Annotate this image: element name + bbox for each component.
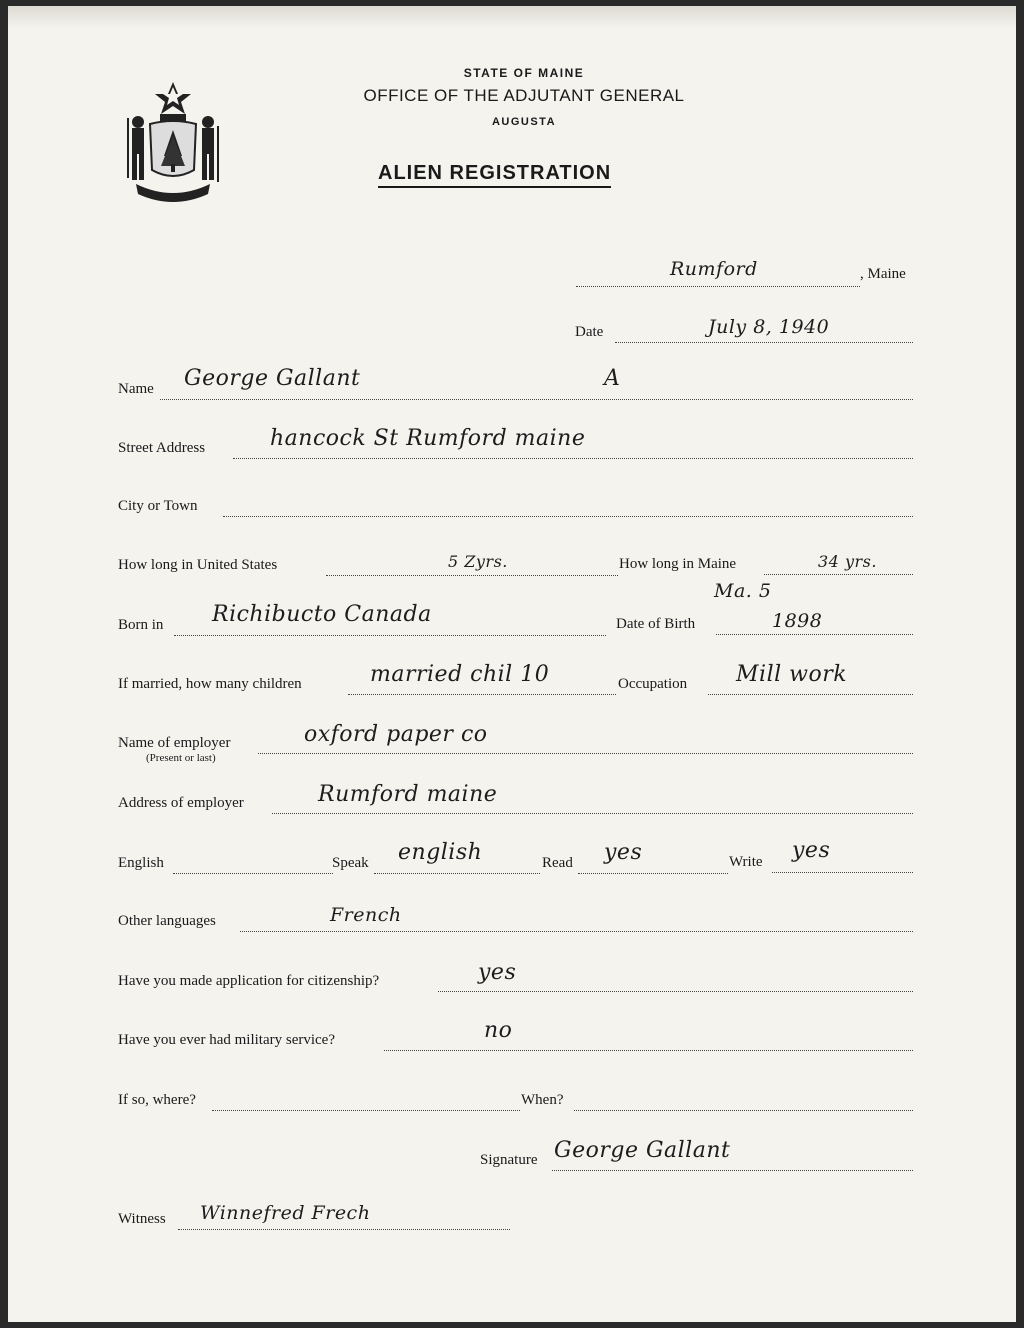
dob-line — [716, 634, 913, 635]
read-label: Read — [542, 855, 573, 871]
employer-entry: oxford paper co — [304, 722, 488, 747]
witness-entry: Winnefred Frech — [200, 1202, 371, 1224]
other-languages-label: Other languages — [118, 913, 216, 929]
place-line — [576, 286, 860, 287]
name-line — [160, 399, 913, 400]
military-entry: no — [484, 1018, 513, 1043]
other-languages-entry: French — [330, 904, 402, 926]
how-long-maine-line — [764, 574, 913, 575]
seal-motto: MAINE — [150, 179, 184, 189]
military-line — [384, 1050, 913, 1051]
occupation-entry: Mill work — [736, 662, 848, 687]
state-heading: STATE OF MAINE — [463, 66, 585, 80]
date-entry: July 8, 1940 — [708, 316, 830, 338]
citizenship-label: Have you made application for citizenship? — [118, 973, 380, 989]
how-long-us-line — [326, 575, 618, 576]
dob-label: Date of Birth — [616, 616, 696, 632]
street-line — [233, 458, 913, 459]
read-line — [578, 873, 728, 874]
occupation-line — [708, 694, 913, 695]
page-edge-shadow — [8, 6, 1016, 28]
office-heading: OFFICE OF THE ADJUTANT GENERAL — [363, 86, 685, 105]
employer-line — [258, 753, 913, 754]
speak-label: Speak — [332, 855, 369, 871]
married-entry: married chil 10 — [370, 662, 550, 687]
born-in-line — [174, 635, 606, 636]
married-line — [348, 694, 616, 695]
name-label: Name — [118, 381, 154, 397]
other-languages-line — [240, 931, 913, 932]
how-long-us-label: How long in United States — [118, 557, 278, 573]
city-label: City or Town — [118, 498, 198, 514]
place-suffix-label: , Maine — [860, 266, 906, 282]
city-line — [223, 516, 913, 517]
how-long-maine-entry: 34 yrs. — [818, 552, 877, 571]
signature-entry: George Gallant — [554, 1138, 731, 1163]
citizenship-line — [438, 991, 913, 992]
employer-sub-label: (Present or last) — [146, 752, 216, 764]
dob-year-entry: 1898 — [772, 610, 823, 632]
date-line — [615, 342, 913, 343]
signature-label: Signature — [480, 1152, 538, 1168]
citizenship-entry: yes — [478, 960, 517, 985]
if-so-label: If so, where? — [118, 1092, 196, 1108]
married-label: If married, how many children — [118, 676, 302, 692]
speak-entry: english — [398, 840, 483, 865]
dob-month-entry: Ma. 5 — [714, 580, 772, 602]
speak-line — [374, 873, 540, 874]
if-so-line — [212, 1110, 520, 1111]
name-mark: A — [604, 366, 621, 391]
english-line — [173, 873, 333, 874]
street-entry: hancock St Rumford maine — [270, 426, 586, 451]
write-label: Write — [729, 854, 763, 870]
military-label: Have you ever had military service? — [118, 1032, 335, 1048]
employer-label: Name of employer — [118, 735, 231, 751]
witness-label: Witness — [118, 1211, 166, 1227]
employer-address-label: Address of employer — [118, 795, 244, 811]
english-label: English — [118, 855, 164, 871]
employer-address-entry: Rumford maine — [318, 782, 498, 807]
form-page — [8, 6, 1016, 1322]
date-label: Date — [575, 324, 604, 340]
signature-line — [552, 1170, 913, 1171]
how-long-us-entry: 5 Zyrs. — [448, 552, 508, 571]
read-entry: yes — [604, 840, 643, 865]
how-long-maine-label: How long in Maine — [619, 556, 737, 572]
employer-address-line — [272, 813, 913, 814]
city-heading: AUGUSTA — [491, 116, 557, 128]
street-label: Street Address — [118, 440, 206, 456]
name-entry: George Gallant — [184, 366, 361, 391]
born-in-entry: Richibucto Canada — [212, 602, 432, 627]
when-label: When? — [521, 1092, 564, 1108]
occupation-label: Occupation — [618, 676, 688, 692]
witness-line — [178, 1229, 510, 1230]
when-line — [574, 1110, 913, 1111]
write-entry: yes — [792, 838, 831, 863]
born-in-label: Born in — [118, 617, 164, 633]
place-entry: Rumford — [670, 258, 758, 280]
write-line — [772, 872, 913, 873]
page-title: ALIEN REGISTRATION — [378, 162, 611, 188]
